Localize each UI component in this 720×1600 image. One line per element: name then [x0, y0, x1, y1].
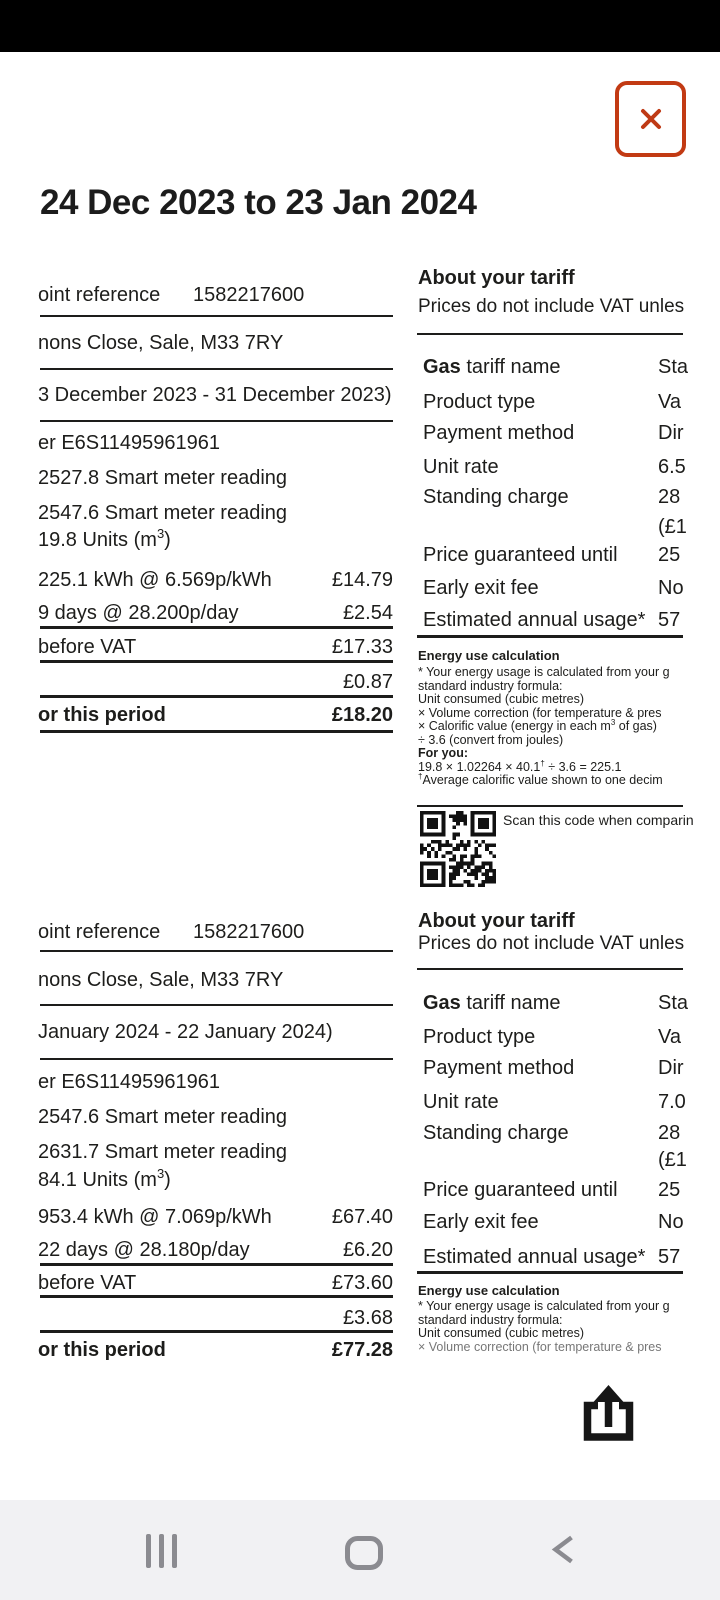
tariff-vat-note: Prices do not include VAT unles	[418, 933, 685, 954]
meter-serial: er E6S11495961961	[38, 1071, 221, 1093]
price-guaranteed-label: Price guaranteed until	[423, 1179, 618, 1201]
divider	[40, 1004, 393, 1006]
supply-address: nons Close, Sale, M33 7RY	[38, 332, 284, 354]
energy-charge-row	[38, 1205, 393, 1229]
energy-calc-line: Unit consumed (cubic metres)	[418, 1326, 585, 1340]
divider	[40, 1263, 393, 1266]
standing-charge-tariff-label: Standing charge	[423, 486, 569, 508]
about-tariff-heading: About your tariff	[418, 267, 575, 289]
vat-row	[38, 670, 393, 694]
annual-usage-row	[423, 608, 706, 632]
divider	[40, 695, 393, 698]
unit-rate-value: 7.0	[658, 1091, 686, 1113]
standing-charge-tariff-row	[423, 485, 706, 545]
energy-calc-heading: Energy use calculation	[418, 1283, 560, 1298]
standing-charge-tariff-value: 28	[658, 1122, 681, 1144]
supply-address-row	[38, 968, 393, 992]
meter-point-reference-value: 1582217600	[193, 284, 305, 306]
vat-amount: £3.68	[342, 1307, 393, 1329]
charge-period-row	[38, 383, 393, 407]
product-type-value: Va	[658, 1026, 681, 1048]
gas-tariff-name-value: Sta	[658, 992, 689, 1014]
total-amount: £18.20	[331, 704, 393, 726]
back-button[interactable]	[551, 1535, 574, 1569]
divider	[40, 315, 393, 317]
divider	[40, 1295, 393, 1298]
energy-calc-line: × Calorific value (energy in each $m^3$ of gas)	[418, 718, 657, 733]
price-guaranteed-row	[423, 1178, 706, 1202]
home-button[interactable]	[345, 1536, 383, 1575]
product-type-label: Product type	[423, 391, 536, 413]
divider	[40, 1058, 393, 1060]
supply-address-row	[38, 331, 393, 355]
total-row	[38, 703, 393, 727]
before-vat-label: before VAT	[38, 1272, 137, 1294]
share-icon	[580, 1384, 637, 1444]
share-button[interactable]	[580, 1384, 637, 1444]
divider	[417, 968, 683, 970]
total-label: or this period	[38, 1339, 166, 1361]
product-type-row	[423, 390, 706, 414]
energy-charge-row	[38, 568, 393, 592]
close-icon	[635, 103, 667, 135]
energy-calc-heading: Energy use calculation	[418, 648, 560, 663]
standing-charge-row	[38, 1238, 393, 1262]
qr-code	[418, 811, 498, 887]
divider	[417, 1271, 683, 1274]
recents-icon	[172, 1534, 177, 1568]
energy-calc-line: ÷ 3.6 (convert from joules)	[418, 733, 564, 747]
product-type-value: Va	[658, 391, 681, 413]
early-exit-fee-label: Early exit fee	[423, 1211, 539, 1233]
meter-serial-row	[38, 1070, 393, 1094]
meter-reading-first-row	[38, 466, 393, 490]
total-amount: £77.28	[331, 1339, 393, 1361]
unit-rate-row	[423, 455, 706, 479]
supply-address: nons Close, Sale, M33 7RY	[38, 969, 284, 991]
unit-rate-label: Unit rate	[423, 456, 499, 478]
before-vat-amount: £73.60	[331, 1272, 393, 1294]
early-exit-fee-row	[423, 576, 706, 600]
divider	[40, 368, 393, 370]
about-tariff-heading: About your tariff	[418, 910, 575, 932]
about-tariff-heading-clipped	[418, 267, 698, 290]
price-guaranteed-row	[423, 543, 706, 567]
meter-reading-last-row	[38, 1140, 393, 1164]
standing-charge-tariff-value2: (£1	[658, 1149, 687, 1171]
meter-reading-first: 2527.8 Smart meter reading	[38, 467, 288, 489]
payment-method-row	[423, 421, 706, 445]
meter-point-reference-value: 1582217600	[193, 921, 305, 943]
pdf-document-viewport[interactable]	[0, 52, 706, 1361]
payment-method-value: Dir	[658, 422, 684, 444]
energy-charge-amount: £14.79	[331, 569, 393, 591]
meter-reading-last-row	[38, 501, 393, 525]
annual-usage-value: 57	[658, 1246, 681, 1268]
early-exit-fee-value: No	[658, 1211, 684, 1233]
divider	[40, 1330, 393, 1333]
divider	[417, 805, 683, 807]
energy-calc-line: Unit consumed (cubic metres)	[418, 692, 585, 706]
gas-tariff-name-value: Sta	[658, 356, 689, 378]
meter-reading-first: 2547.6 Smart meter reading	[38, 1106, 288, 1128]
energy-charge-amount: £67.40	[331, 1206, 393, 1228]
annual-usage-label: Estimated annual usage*	[423, 1246, 646, 1268]
divider	[40, 626, 393, 629]
divider	[417, 635, 683, 638]
meter-point-reference-row	[38, 283, 393, 307]
annual-usage-row	[423, 1245, 706, 1269]
price-guaranteed-value: 25	[658, 1179, 681, 1201]
before-vat-amount: £17.33	[331, 636, 393, 658]
energy-calc-line: standard industry formula:	[418, 1313, 563, 1327]
charge-period: 3 December 2023 - 31 December 2023)	[38, 384, 392, 406]
meter-point-reference-label: oint reference	[38, 921, 161, 943]
recents-icon	[146, 1534, 151, 1568]
meter-reading-last: 2631.7 Smart meter reading	[38, 1141, 288, 1163]
vat-amount: £0.87	[342, 671, 393, 693]
before-vat-row	[38, 1271, 393, 1295]
standing-charge-label: 9 days @ 28.200p/day	[38, 602, 239, 624]
divider	[417, 333, 683, 335]
gas-tariff-name-label: Gas tariff name	[423, 992, 561, 1014]
recents-icon	[159, 1534, 164, 1568]
product-type-label: Product type	[423, 1026, 536, 1048]
energy-charge-label: 225.1 kWh @ 6.569p/kWh	[38, 569, 272, 591]
meter-serial-row	[38, 431, 393, 455]
recents-button[interactable]	[146, 1534, 177, 1568]
units-consumed-row	[38, 528, 393, 552]
total-row-clipped	[38, 1338, 393, 1362]
unit-rate-value: 6.5	[658, 456, 686, 478]
units-consumed: 84.1 Units $(m^3)$	[38, 1166, 171, 1191]
qr-caption: Scan this code when comparin	[503, 812, 694, 828]
before-vat-row	[38, 635, 393, 659]
charge-period: January 2024 - 22 January 2024)	[38, 1021, 333, 1043]
gas-tariff-name-row	[423, 991, 706, 1015]
meter-reading-last: 2547.6 Smart meter reading	[38, 502, 288, 524]
early-exit-fee-row	[423, 1210, 706, 1234]
units-consumed-row	[38, 1168, 393, 1192]
energy-charge-label: 953.4 kWh @ 7.069p/kWh	[38, 1206, 272, 1228]
tariff-vat-note: Prices do not include VAT unles	[418, 296, 685, 317]
standing-charge-amount: £2.54	[342, 602, 393, 624]
price-guaranteed-label: Price guaranteed until	[423, 544, 618, 566]
meter-serial: er E6S11495961961	[38, 432, 221, 454]
annual-usage-value: 57	[658, 609, 681, 631]
energy-calc-line-clipped: × Volume correction (for temperature & pres	[418, 1340, 662, 1354]
energy-calc-line: standard industry formula:	[418, 679, 563, 693]
early-exit-fee-label: Early exit fee	[423, 577, 539, 599]
standing-charge-row	[38, 601, 393, 625]
charge-period-row	[38, 1020, 393, 1044]
divider	[40, 950, 393, 952]
standing-charge-label: 22 days @ 28.180p/day	[38, 1239, 250, 1261]
early-exit-fee-value: No	[658, 577, 684, 599]
status-bar	[0, 0, 720, 52]
back-icon	[551, 1535, 574, 1564]
standing-charge-tariff-value: 28	[658, 486, 681, 508]
standing-charge-tariff-row	[423, 1121, 706, 1177]
standing-charge-tariff-value2: (£1	[658, 516, 687, 538]
divider	[40, 660, 393, 663]
product-type-row	[423, 1025, 706, 1049]
gas-tariff-name-row	[423, 355, 706, 379]
energy-calc-formula: 19.8 × 1.02264 × 40.1† ÷ 3.6 = 225.1	[418, 759, 622, 774]
energy-calc-for-you: For you:	[418, 746, 468, 760]
billing-period-title: 24 Dec 2023 to 23 Jan 2024	[40, 183, 477, 222]
energy-calc-line: * Your energy usage is calculated from your g	[418, 665, 670, 679]
energy-calc-line: × Volume correction (for temperature & pres	[418, 706, 662, 720]
close-button[interactable]	[615, 81, 686, 157]
unit-rate-label: Unit rate	[423, 1091, 499, 1113]
energy-calc-footnote: †Average calorific value shown to one decim	[418, 772, 663, 787]
standing-charge-tariff-label: Standing charge	[423, 1122, 569, 1144]
payment-method-row	[423, 1056, 706, 1080]
payment-method-value: Dir	[658, 1057, 684, 1079]
unit-rate-row	[423, 1090, 706, 1114]
units-consumed: 19.8 Units $(m^3)$	[38, 526, 171, 551]
meter-reading-first-row	[38, 1105, 393, 1129]
meter-point-reference-row	[38, 920, 393, 944]
divider	[40, 730, 393, 733]
payment-method-label: Payment method	[423, 1057, 575, 1079]
divider	[40, 420, 393, 422]
home-icon	[345, 1536, 383, 1570]
before-vat-label: before VAT	[38, 636, 137, 658]
payment-method-label: Payment method	[423, 422, 575, 444]
annual-usage-label: Estimated annual usage*	[423, 609, 646, 631]
standing-charge-amount: £6.20	[342, 1239, 393, 1261]
vat-row	[38, 1306, 393, 1330]
price-guaranteed-value: 25	[658, 544, 681, 566]
meter-point-reference-label: oint reference	[38, 284, 161, 306]
total-label: or this period	[38, 704, 166, 726]
gas-tariff-name-label: Gas tariff name	[423, 356, 561, 378]
energy-calc-line: * Your energy usage is calculated from your g	[418, 1299, 670, 1313]
